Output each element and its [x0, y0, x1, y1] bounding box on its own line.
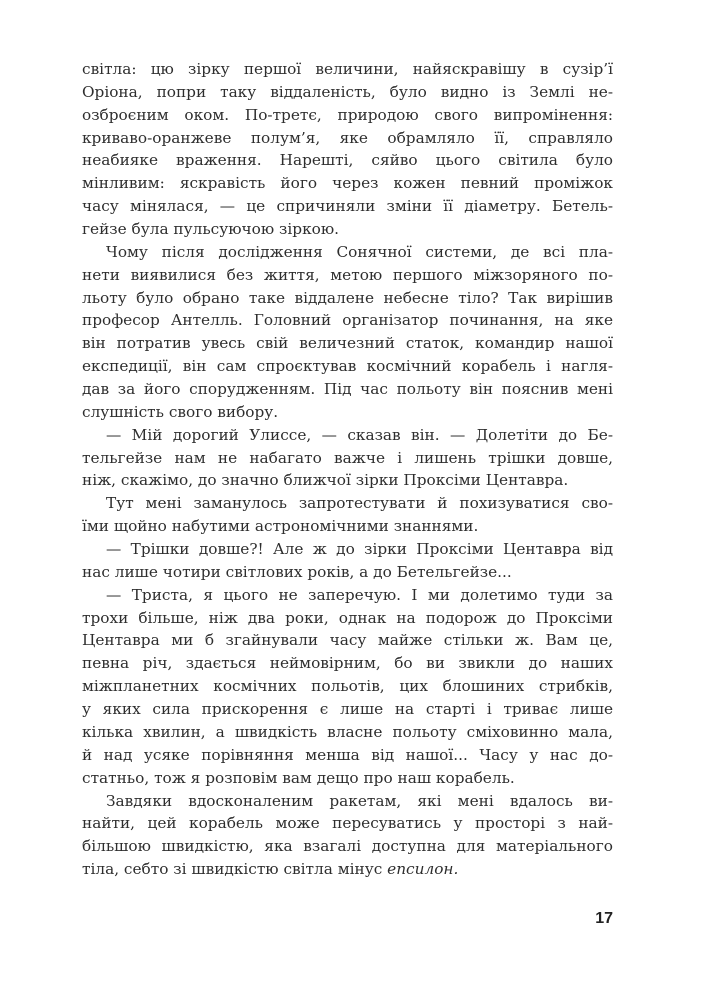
- line-text: — Мій дорогий Улиссе, — сказав він. — Долетіти до Бе-: [106, 425, 613, 444]
- line-text: статньо, тож я розповім вам дещо про наш корабель.: [82, 768, 515, 787]
- text-line: [82, 584, 613, 607]
- line-text: професор Антелль. Головний організатор починання, на яке: [82, 311, 613, 330]
- text-line: [82, 81, 613, 104]
- text-line: [82, 515, 613, 538]
- line-text: мінливим: яскравість його через кожен певний проміжок: [82, 174, 613, 193]
- line-text: найти, цей корабель може пересуватись у просторі з най-: [82, 814, 613, 833]
- text-line: [82, 287, 613, 310]
- paragraph: [82, 584, 613, 790]
- line-text: більшою швидкістю, яка взагалі доступна для матеріального: [82, 837, 613, 856]
- text-line: [82, 264, 613, 287]
- text-line: [82, 652, 613, 675]
- line-text: експедиції, він сам спроєктував космічний корабель і нагля-: [82, 357, 613, 376]
- text-line: [82, 355, 613, 378]
- line-text: слушність свого вибору.: [82, 402, 279, 421]
- line-text: ніж, скажімо, до значно ближчої зірки Проксіми Центавра.: [82, 471, 569, 490]
- line-text: трохи більше, ніж два роки, однак на подорож до Проксіми: [82, 608, 613, 627]
- line-text: Оріона, попри таку віддаленість, було видно із Землі не-: [82, 82, 613, 101]
- line-text: льоту було обрано таке віддалене небесне тіло? Так вирішив: [82, 288, 613, 307]
- text-line: [82, 767, 613, 790]
- text-line: [82, 538, 613, 561]
- line-text: кілька хвилин, а швидкість власне польоту сміховинно мала,: [82, 722, 613, 741]
- text-line: [82, 241, 613, 264]
- paragraph: [82, 790, 613, 881]
- emphasized-word: епсилон.: [387, 860, 459, 879]
- text-line: [82, 58, 613, 81]
- line-text: гейзе була пульсуючою зіркою.: [82, 220, 340, 239]
- text-line: [82, 218, 613, 241]
- paragraph: [82, 492, 613, 538]
- text-line: [82, 104, 613, 127]
- text-line: [82, 424, 613, 447]
- line-text: дав за його спорудженням. Під час польоту він пояснив мені: [82, 380, 613, 399]
- line-text: — Трішки довше?! Але ж до зірки Проксіми Центавра від: [106, 540, 613, 559]
- paragraph: [82, 58, 613, 241]
- text-line: [82, 378, 613, 401]
- line-text: часу мінялася, — це спричиняли зміни її діаметру. Бетель-: [82, 197, 613, 216]
- paragraph: [82, 424, 613, 493]
- line-text: й над усяке порівняння менша від нашої... Часу у нас до-: [82, 745, 613, 764]
- page-number: 17: [595, 910, 613, 927]
- text-line: [82, 447, 613, 470]
- text-line: [82, 744, 613, 767]
- page-body-text: [82, 58, 613, 881]
- line-text: тельгейзе нам не набагато важче і лишень трішки довше,: [82, 448, 613, 467]
- line-text: певна річ, здається неймовірним, бо ви звикли до наших: [82, 654, 613, 673]
- line-text: Чому після дослідження Сонячної системи, де всі пла-: [106, 242, 613, 261]
- line-text: — Триста, я цього не заперечую. І ми долетимо туди за: [106, 585, 613, 604]
- text-line: [82, 332, 613, 355]
- text-line: [82, 835, 613, 858]
- line-text: криваво-оранжеве полум’я, яке обрамляло її, справляло: [82, 128, 613, 147]
- line-text: неабияке враження. Нарешті, сяйво цього світила було: [82, 151, 613, 170]
- line-text: Завдяки вдосконаленим ракетам, які мені вдалось ви-: [106, 791, 613, 810]
- text-line: [82, 607, 613, 630]
- text-line: [82, 492, 613, 515]
- text-line: [82, 149, 613, 172]
- line-text: міжпланетних космічних польотів, цих блошиних стрибків,: [82, 677, 613, 696]
- line-text: світла: цю зірку першої величини, найяскравішу в сузір’ї: [82, 60, 613, 78]
- line-text: озброєним оком. По-третє, природою свого випромінення:: [82, 105, 613, 124]
- text-line: [82, 469, 613, 492]
- line-text: тіла, себто зі швидкістю світла мінус: [82, 860, 383, 879]
- text-line: [82, 790, 613, 813]
- line-text: у яких сила прискорення є лише на старті і триває лише: [82, 700, 613, 719]
- text-line: [82, 675, 613, 698]
- text-line: [82, 721, 613, 744]
- text-line: [82, 698, 613, 721]
- text-line: [82, 401, 613, 424]
- text-line: [82, 309, 613, 332]
- text-line: [82, 172, 613, 195]
- line-text: Тут мені заманулось запротестувати й похизуватися сво-: [106, 494, 613, 513]
- paragraph: [82, 538, 613, 584]
- line-text: він потратив увесь свій величезний статок, командир нашої: [82, 334, 613, 353]
- line-text: Центавра ми б згайнували часу майже стільки ж. Вам це,: [82, 631, 613, 650]
- text-line: [82, 127, 613, 150]
- paragraph: [82, 241, 613, 424]
- line-text: їми щойно набутими астрономічними знаннями.: [82, 517, 479, 536]
- text-line: [82, 858, 613, 881]
- line-text: нас лише чотири світлових років, а до Бетельгейзе...: [82, 562, 512, 581]
- text-line: [82, 629, 613, 652]
- text-line: [82, 561, 613, 584]
- line-text: нети виявилися без життя, метою першого міжзоряного по-: [82, 265, 613, 284]
- text-line: [82, 195, 613, 218]
- text-line: [82, 812, 613, 835]
